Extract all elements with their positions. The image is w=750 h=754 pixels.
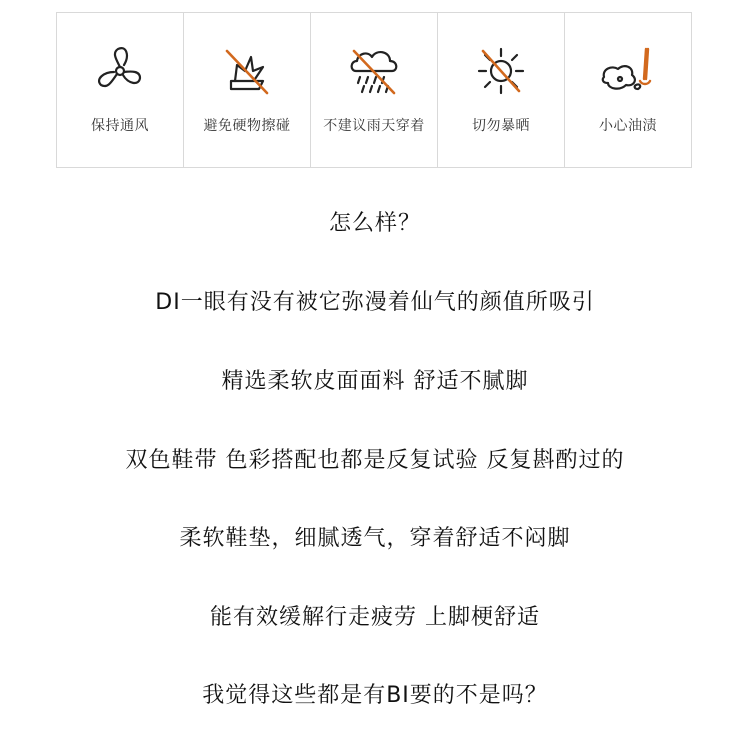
care-label: 避免硬物擦碰 — [203, 118, 291, 134]
description-line: 精选柔软皮面面料 舒适不腻脚 — [221, 369, 529, 394]
description-line: 能有效缓解行走疲劳 上脚梗舒适 — [210, 605, 540, 630]
no-hard-object-icon — [217, 45, 277, 97]
no-sun-icon — [471, 45, 531, 97]
description-line: DI一眼有没有被它弥漫着仙气的颜值所吸引 — [155, 290, 595, 315]
description-line: 怎么样？ — [328, 211, 421, 236]
care-instructions-strip — [56, 12, 692, 168]
description-line: 柔软鞋垫，细腻透气，穿着舒适不闷脚 — [179, 526, 571, 551]
care-label: 切勿暴晒 — [472, 118, 530, 134]
care-label: 不建议雨天穿着 — [323, 118, 425, 134]
care-item-no-sun — [438, 13, 565, 167]
fan-icon — [90, 45, 150, 97]
care-label: 保持通风 — [91, 118, 149, 134]
care-item-oil-stain — [565, 13, 691, 167]
no-rain-icon — [344, 45, 404, 97]
description-line: 我觉得这些都是有BI要的不是吗？ — [202, 683, 548, 708]
care-item-no-rain — [311, 13, 438, 167]
description-line: 双色鞋带 色彩搭配也都是反复试验 反复斟酌过的 — [125, 448, 625, 473]
care-item-ventilation — [57, 13, 184, 167]
oil-stain-icon — [598, 45, 658, 97]
care-item-avoid-hard-objects — [184, 13, 311, 167]
care-label: 小心油渍 — [599, 118, 657, 134]
